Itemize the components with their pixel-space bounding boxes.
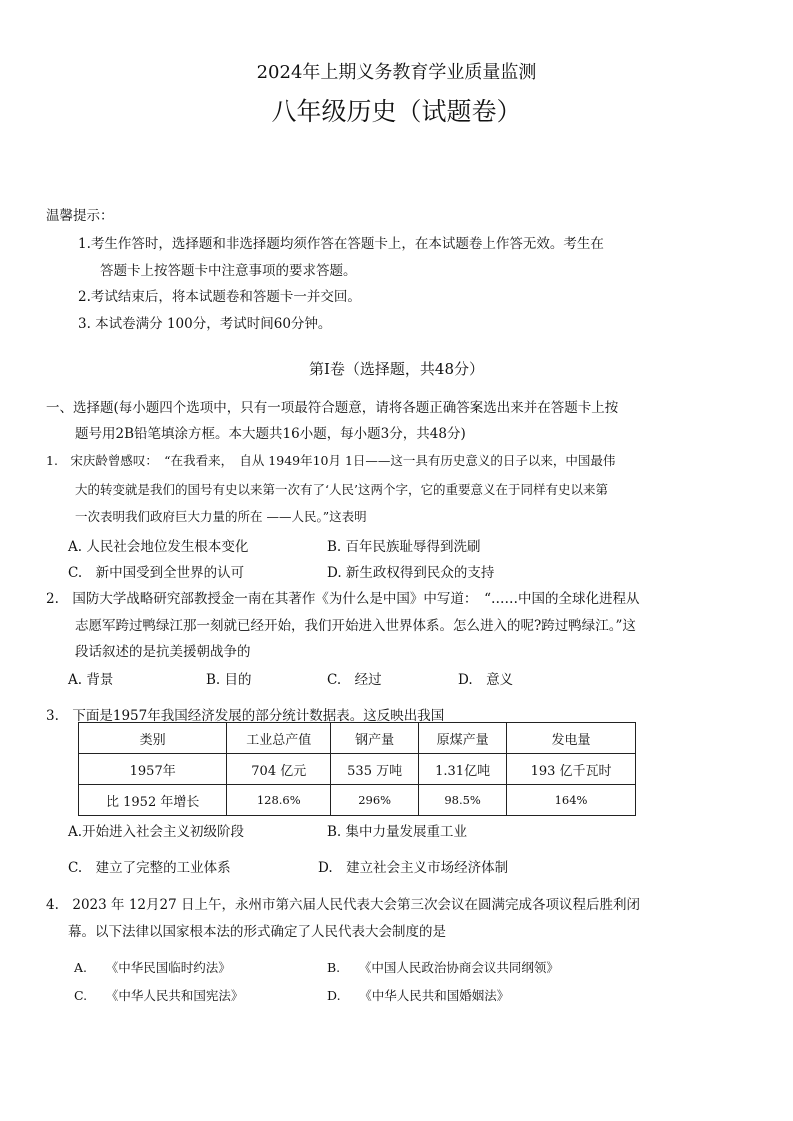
table-cell: 比 1952 年增长 [79, 785, 227, 816]
q3-option-a[interactable]: A.开始进入社会主义初级阶段 [68, 824, 245, 840]
table-cell: 1957年 [79, 754, 227, 785]
q4-stem: 4. 2023 年 12月27 日上午，永州市第六届人民代表大会第三次会议在圆满完成各项议程后胜利闭 [46, 897, 640, 913]
tip-item-2: 2.考试结束后，将本试题卷和答题卡一并交回。 [78, 289, 361, 305]
q3-stem: 3. 下面是1957年我国经济发展的部分统计数据表。这反映出我国 [46, 708, 445, 724]
table-header-row [79, 723, 636, 754]
q1-stem-cont2: 一次表明我们政府巨大力量的所在 ——人民。”这表明 [75, 509, 367, 524]
q2-stem-cont: 志愿军跨过鸭绿江那一刻就已经开始，我们开始进入世界体系。怎么进入的呢?跨过鸭绿江。”这 [75, 618, 636, 634]
table-header-cell: 钢产量 [331, 723, 419, 754]
q3-option-d[interactable]: D. 建立社会主义市场经济体制 [318, 860, 509, 876]
table-cell: 704 亿元 [227, 754, 331, 785]
q1-stem: 1. 宋庆龄曾感叹： “在我看来， 自从 1949年10月 1日——这一具有历史意义的日子以来，中国最伟 [46, 453, 616, 468]
tip-item-1-cont: 答题卡上按答题卡中注意事项的要求答题。 [100, 263, 357, 279]
q1-option-a[interactable]: A. 人民社会地位发生根本变化 [68, 539, 249, 555]
q2-stem-cont2: 段话叙述的是抗美援朝战争的 [75, 644, 251, 660]
exam-title: 2024年上期义务教育学业质量监测 [256, 62, 537, 83]
section-intro-cont: 题号用2B铅笔填涂方框。本大题共16小题，每小题3分，共48分) [75, 426, 466, 442]
q2-option-c[interactable]: C. 经过 [327, 672, 382, 688]
table-row [79, 785, 636, 816]
q2-option-b[interactable]: B. 目的 [206, 672, 252, 688]
tip-item-1: 1.考生作答时，选择题和非选择题均须作答在答题卡上，在本试题卷上作答无效。考生在 [78, 236, 604, 252]
q3-stats-table [78, 722, 636, 816]
q4-option-a[interactable]: A. 《中华民国临时约法》 [74, 960, 231, 975]
q2-stem: 2. 国防大学战略研究部教授金一南在其著作《为什么是中国》中写道： “……中国的全球化进程从 [46, 591, 640, 607]
table-header-cell: 原煤产量 [419, 723, 507, 754]
section-title: 第Ⅰ卷（选择题，共48分） [308, 360, 484, 378]
table-cell: 535 万吨 [331, 754, 419, 785]
q3-option-c[interactable]: C. 建立了完整的工业体系 [68, 860, 231, 876]
q4-option-b[interactable]: B. 《中国人民政治协商会议共同纲领》 [327, 960, 559, 975]
table-header-cell: 工业总产值 [227, 723, 331, 754]
table-cell: 296% [331, 785, 419, 816]
table-cell: 1.31亿吨 [419, 754, 507, 785]
table-cell: 98.5% [419, 785, 507, 816]
q4-option-d[interactable]: D. 《中华人民共和国婚姻法》 [327, 988, 510, 1003]
q1-option-d[interactable]: D. 新生政权得到民众的支持 [327, 565, 495, 581]
q2-option-a[interactable]: A. 背景 [68, 672, 114, 688]
q1-stem-cont: 大的转变就是我们的国号有史以来第一次有了‘人民’这两个字，它的重要意义在于同样有史以来第 [75, 482, 608, 497]
q1-option-c[interactable]: C. 新中国受到全世界的认可 [68, 565, 245, 581]
q1-option-b[interactable]: B. 百年民族耻辱得到洗刷 [327, 539, 481, 555]
table-cell: 164% [507, 785, 636, 816]
tip-item-3: 3. 本试卷满分 100分，考试时间60分钟。 [78, 316, 332, 332]
q2-option-d[interactable]: D. 意义 [458, 672, 514, 688]
tips-label: 温馨提示： [46, 208, 114, 224]
section-intro: 一、选择题(每小题四个选项中，只有一项最符合题意，请将各题正确答案选出来并在答题卡上按 [46, 400, 619, 416]
exam-subtitle: 八年级历史（试题卷） [271, 97, 522, 126]
table-header-cell: 发电量 [507, 723, 636, 754]
table-header-cell: 类别 [79, 723, 227, 754]
q4-stem-cont: 幕。以下法律以国家根本法的形式确定了人民代表大会制度的是 [68, 924, 446, 940]
table-row [79, 754, 636, 785]
table-cell: 128.6% [227, 785, 331, 816]
table-cell: 193 亿千瓦时 [507, 754, 636, 785]
q3-option-b[interactable]: B. 集中力量发展重工业 [327, 824, 468, 840]
q4-option-c[interactable]: C. 《中华人民共和国宪法》 [74, 988, 244, 1003]
